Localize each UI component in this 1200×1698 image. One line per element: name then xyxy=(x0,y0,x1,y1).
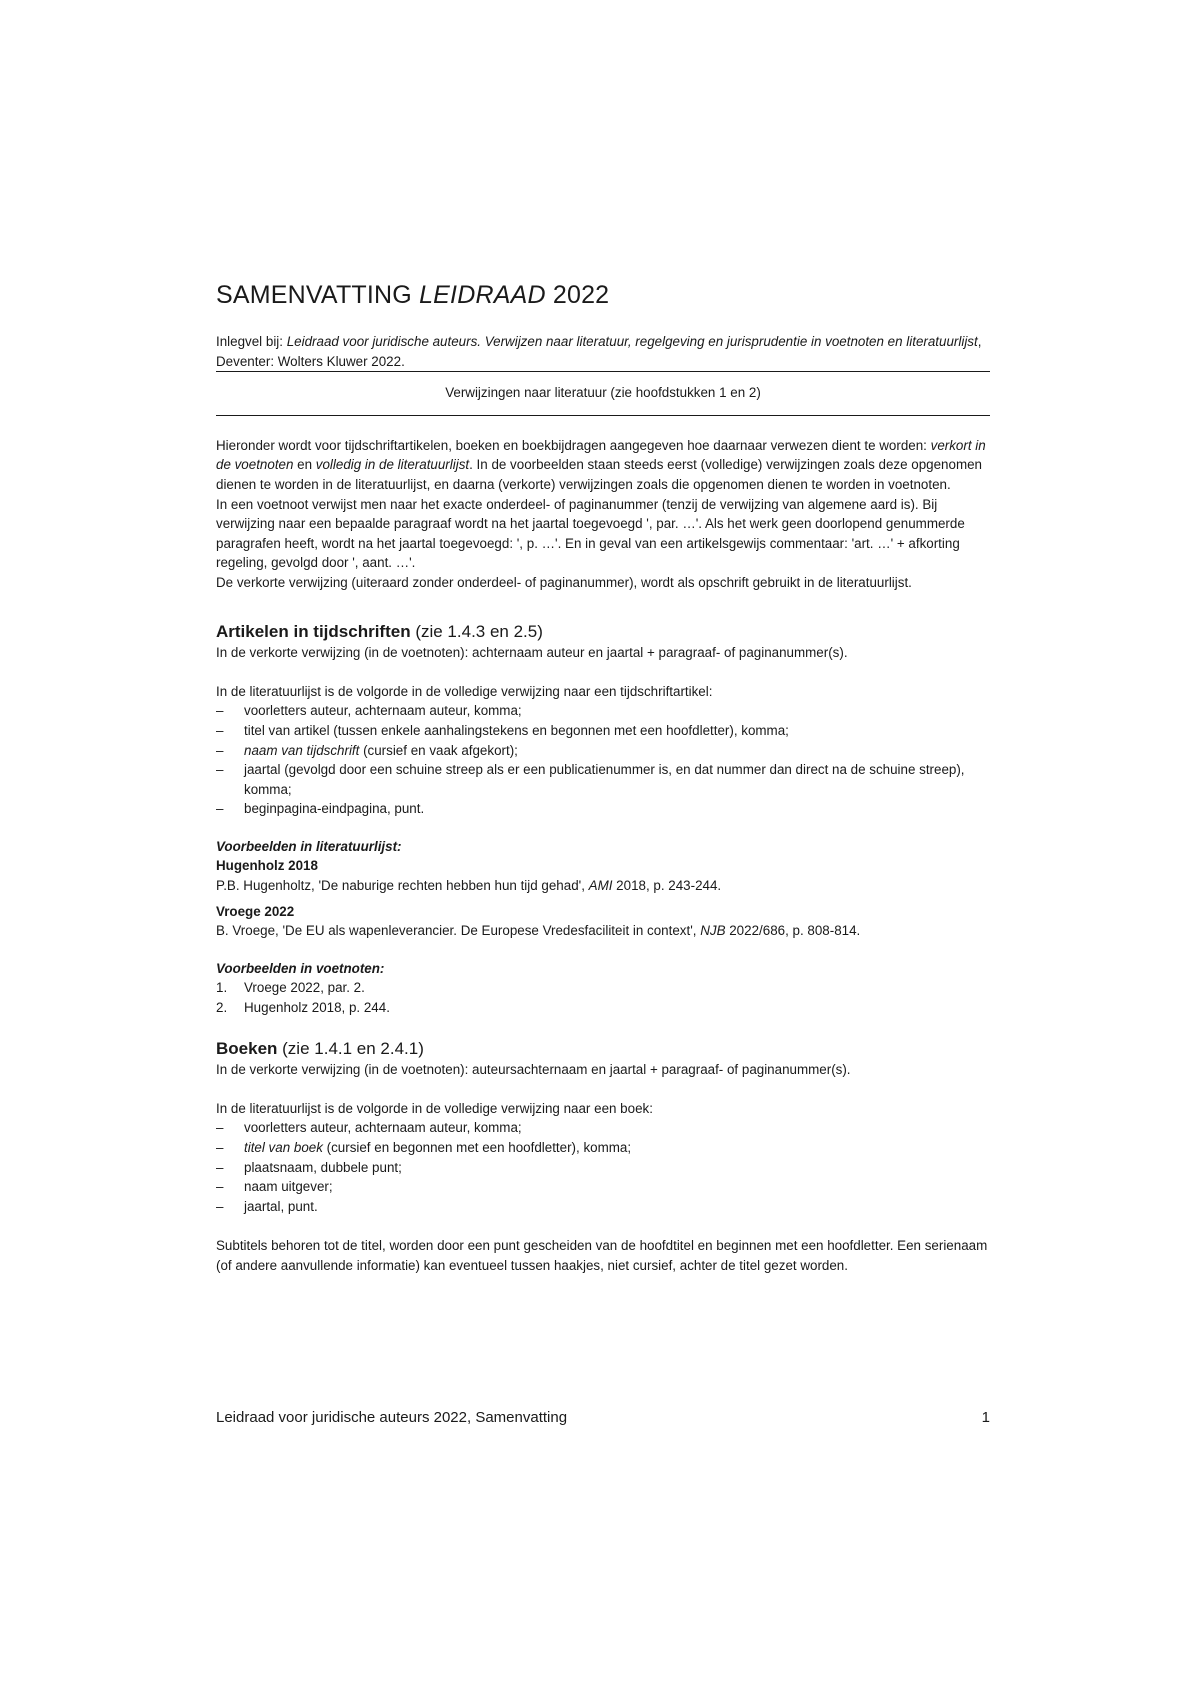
section-banner: Verwijzingen naar literatuur (zie hoofdstukken 1 en 2) xyxy=(445,385,761,401)
text-fragment: naam uitgever; xyxy=(244,1179,333,1195)
books-closing-paragraph: Subtitels behoren tot de titel, worden door een punt gescheiden van de hoofdtitel en beginnen met een hoofdletter. Een serienaam (of andere aanvullende informatie) kan eventueel tussen haakjes, niet cursief, achter de titel gezet worden. xyxy=(216,1237,988,1273)
text-fragment: – xyxy=(216,762,224,778)
example-key: Hugenholz 2018 xyxy=(216,858,318,874)
text-fragment: – xyxy=(216,722,224,738)
list-item xyxy=(216,1118,990,1138)
divider-bottom xyxy=(216,415,990,416)
example-key: Vroege 2022 xyxy=(216,903,295,919)
text-fragment: (cursief en vaak afgekort); xyxy=(359,742,518,758)
text-fragment: – xyxy=(216,801,224,817)
list-item xyxy=(216,1138,990,1158)
page-footer xyxy=(216,1408,990,1428)
text-fragment: SAMENVATTING xyxy=(216,281,420,309)
list-item xyxy=(216,1197,990,1217)
text-fragment: LEIDRAAD xyxy=(419,281,546,309)
articles-order-list xyxy=(216,701,990,819)
text-fragment: – xyxy=(216,742,224,758)
text-fragment: (zie 1.4.3 en 2.5) xyxy=(410,621,543,641)
text-fragment: – xyxy=(216,1140,224,1155)
text-fragment: 2. xyxy=(216,1000,228,1016)
text-fragment: 2018, p. 243-244. xyxy=(612,878,722,894)
text-fragment: plaatsnaam, dubbele punt; xyxy=(244,1159,402,1175)
books-short-ref: In de verkorte verwijzing (in de voetnoten): auteursachternaam en jaartal + paragraaf- of paginanummer(s). xyxy=(216,1061,851,1077)
example-entry xyxy=(216,876,990,896)
text-fragment: voorletters auteur, achternaam auteur, komma; xyxy=(244,703,522,719)
section-heading-books xyxy=(216,1038,990,1060)
footnote-examples-list xyxy=(216,978,990,1017)
text-fragment: – xyxy=(216,703,224,719)
section-heading-articles xyxy=(216,621,990,643)
list-item xyxy=(216,760,990,799)
page-number: 1 xyxy=(981,1409,990,1426)
text-fragment: 2022/686, p. 808-814. xyxy=(725,923,861,939)
list-item xyxy=(216,701,990,721)
text-fragment: titel van boek xyxy=(244,1140,323,1155)
text-fragment: Inlegvel bij: xyxy=(216,334,287,349)
text-fragment: Boeken xyxy=(216,1038,278,1058)
text-fragment: P.B. Hugenholtz, 'De naburige rechten hebben hun tijd gehad', xyxy=(216,878,589,894)
list-item xyxy=(216,998,990,1018)
paragraph-short-ref: De verkorte verwijzing (uiteraard zonder onderdeel- of paginanummer), wordt als opschrift gebruikt in de literatuurlijst. xyxy=(216,574,912,590)
text-fragment: jaartal (gevolgd door een schuine streep als er een publicatienummer is, en dat nummer dan direct na de schuine streep), komma; xyxy=(244,762,965,797)
list-item xyxy=(216,1158,990,1178)
list-item xyxy=(216,978,990,998)
text-fragment: jaartal, punt. xyxy=(244,1198,318,1214)
text-fragment: . In de voorbeelden staan steeds eerst (volledige) verwijzingen zoals deze opgenomen dienen te worden in de literatuurlijst, en daarna (verkorte) verwijzingen zoals die opgenomen dienen te worden in voetnoten. xyxy=(216,457,982,492)
articles-list-intro: In de literatuurlijst is de volgorde in de volledige verwijzing naar een tijdschriftartikel: xyxy=(216,683,713,699)
footer-title: Leidraad voor juridische auteurs 2022, Samenvatting xyxy=(216,1409,568,1426)
text-fragment: Vroege 2022, par. 2. xyxy=(244,980,365,996)
text-fragment: en xyxy=(293,457,316,473)
text-fragment: beginpagina-eindpagina, punt. xyxy=(244,801,425,817)
text-fragment: – xyxy=(216,1159,224,1175)
list-item xyxy=(216,799,990,819)
introduction-text xyxy=(216,436,990,593)
text-fragment: voorletters auteur, achternaam auteur, komma; xyxy=(244,1120,522,1136)
examples-footnotes-heading: Voorbeelden in voetnoten: xyxy=(216,960,385,976)
text-fragment: – xyxy=(216,1120,224,1136)
document-page xyxy=(216,280,990,1275)
example-entry xyxy=(216,921,990,941)
books-list-intro: In de literatuurlijst is de volgorde in de volledige verwijzing naar een boek: xyxy=(216,1100,653,1116)
text-fragment: Artikelen in tijdschriften xyxy=(216,621,411,641)
text-fragment: Hugenholz 2018, p. 244. xyxy=(244,1000,390,1016)
text-fragment: 2022 xyxy=(545,281,610,309)
examples-literature-heading: Voorbeelden in literatuurlijst: xyxy=(216,838,402,854)
text-fragment: titel van artikel (tussen enkele aanhalingstekens en begonnen met een hoofdletter), komma; xyxy=(244,722,789,738)
paragraph-scope xyxy=(216,436,990,495)
text-fragment: B. Vroege, 'De EU als wapenleverancier. De Europese Vredesfaciliteit in context', xyxy=(216,923,701,939)
text-fragment: volledig in de literatuurlijst xyxy=(315,457,470,473)
text-fragment: (zie 1.4.1 en 2.4.1) xyxy=(277,1038,424,1058)
articles-short-ref: In de verkorte verwijzing (in de voetnoten): achternaam auteur en jaartal + paragraaf- of paginanummer(s). xyxy=(216,644,848,660)
text-fragment: AMI xyxy=(588,878,613,894)
text-fragment: verkort in de voetnoten xyxy=(216,437,986,473)
list-item xyxy=(216,1177,990,1197)
text-fragment: naam van tijdschrift xyxy=(244,742,360,758)
page-title xyxy=(216,280,990,310)
text-fragment: – xyxy=(216,1179,224,1195)
text-fragment: , Deventer: Wolters Kluwer 2022. xyxy=(216,334,982,369)
text-fragment: Hieronder wordt voor tijdschriftartikelen, boeken en boekbijdragen aangegeven hoe daarnaar verwezen dient te worden: xyxy=(216,437,931,453)
list-item xyxy=(216,721,990,741)
text-fragment: – xyxy=(216,1198,224,1214)
text-fragment: 1. xyxy=(216,980,228,996)
text-fragment: Leidraad voor juridische auteurs. Verwijzen naar literatuur, regelgeving en jurisprudentie in voetnoten en literatuurlijst xyxy=(286,334,978,349)
text-fragment: (cursief en begonnen met een hoofdletter), komma; xyxy=(322,1140,632,1155)
text-fragment: NJB xyxy=(700,923,726,939)
list-item xyxy=(216,741,990,761)
intro-note xyxy=(216,332,990,371)
books-order-list xyxy=(216,1118,990,1216)
paragraph-footnote-rules: In een voetnoot verwijst men naar het exacte onderdeel- of paginanummer (tenzij de verwijzing van algemene aard is). Bij verwijzing naar een bepaalde paragraaf wordt na het jaartal toegevoegd ', par. …'. Als het werk geen doorlopend genummerde paragrafen heeft, wordt na het jaartal toegevoegd: ', p. …'. En in geval van een artikelsgewijs commentaar: 'art. …' + afkorting regeling, gevolgd door ', aant. …'. xyxy=(216,496,965,571)
